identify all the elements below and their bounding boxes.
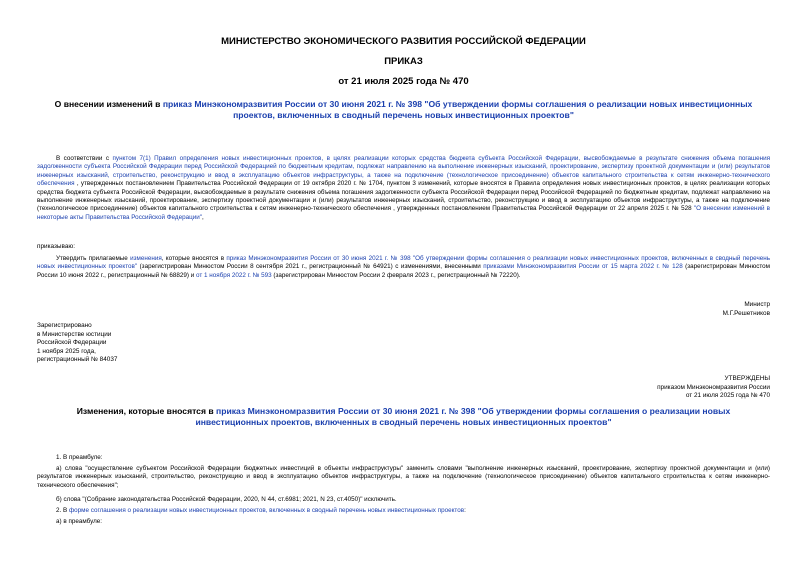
- approve-text-5: (зарегистрирован Минюстом России 2 февраля 2023 г., регистрационный № 72220).: [271, 271, 521, 279]
- changes-link[interactable]: изменения: [130, 255, 162, 262]
- signature-name: М.Г.Решетников: [722, 309, 770, 317]
- rules-link[interactable]: пунктом 7(1) Правил определения новых инвестиционных проектов, в целях реализации которых средства бюджета субъекта Российской Федерации, высвобождаемые в результате снижения объема погашения задолженности субъекта Российской Федерации перед Российской Федерацией по бюджетным кредитам, подлежат направлению на выполнение инженерных изысканий, проектирование, экспертизу проектной документации и (или) результатов инженерных изысканий, строительство, реконструкцию и ввод в эксплуатацию объектов инфраструктуры, а также на подключение (технологическое присоединение) объектов капитального строительства к сетям инженерно-технического обеспечения: [37, 155, 770, 188]
- change-item-2-prefix: 2. В: [56, 507, 69, 514]
- approve-text-4: (зарегистрирован Минюстом России 10 июня 2022 г., регистрационный № 68829) и: [37, 263, 770, 279]
- registration-line: Российской Федерации: [37, 339, 107, 347]
- approve-text-2: , которые вносятся в: [161, 255, 227, 262]
- approved-line: УТВЕРЖДЕНЫ: [724, 375, 770, 382]
- document-title: [52, 99, 755, 121]
- registration-line: 1 ноября 2025 года,: [37, 347, 96, 355]
- approved-line: приказом Минэкономразвития России: [657, 383, 770, 391]
- doc-date-number: от 21 июля 2025 года № 470: [338, 76, 469, 87]
- order-128-link[interactable]: приказами Минэкономразвития России от 15 марта 2022 г. № 128: [483, 263, 683, 271]
- preamble-text-2: , утвержденных постановлением Правительства Российской Федерации от 19 октября 2020 г. № 1704, пунктом 3 изменений, которые вносятся в Правила определения новых инвестиционных проектов, в целях реализации которых средства бюджета субъекта Российской Федерации, высвобождаемые в результате снижения объема погашения задолженности субъекта Российской Федерации перед Российской Федерацией по бюджетным кредитам, подлежат направлению на выполнение инженерных изысканий, проектирование, экспертизу проектной документации и (или) результатов инженерных изысканий, строительство, реконструкцию и ввод в эксплуатацию объектов инфраструктуры, а также на подключение (технологическое присоединение) объектов капитального строительства к сетям инженерно-технического обеспечения , утвержденных постановлением Правительства Российской Федерации от 22 апреля 2025 г. № 528: [37, 180, 770, 213]
- agreement-form-link[interactable]: форме соглашения о реализации новых инвестиционных проектов, включенных в сводный перечень новых инвестиционных проектов: [68, 507, 465, 514]
- registration-line: в Министерстве юстиции: [37, 330, 112, 338]
- registration-line: Зарегистрировано: [37, 322, 92, 329]
- order-593-link[interactable]: от 1 ноября 2022 г. № 593: [196, 271, 272, 279]
- approve-text-1: Утвердить прилагаемые: [56, 255, 131, 262]
- approved-line: от 21 июля 2025 года № 470: [685, 392, 770, 400]
- change-item-2a: а) в преамбуле:: [56, 518, 103, 525]
- approve-text-3: (зарегистрирован Минюстом России 8 сентября 2021 г., регистрационный № 64921) с изменениями, внесенными: [137, 263, 484, 271]
- preamble-text-1: В соответствии с: [56, 155, 113, 162]
- changes-title-prefix: Изменения, которые вносятся в: [76, 406, 217, 416]
- change-item-2-suffix: :: [464, 507, 466, 514]
- changes-title: [62, 406, 745, 428]
- approved-block: [657, 375, 770, 401]
- change-item-1b: б) слова "(Собрание законодательства Российской Федерации, 2020, N 44, ст.6981; 2021, N 23, ст.4050)" исключить.: [56, 496, 397, 503]
- order-word: приказываю:: [37, 243, 75, 250]
- preamble-text-3: ,: [201, 213, 204, 221]
- doc-type-heading: ПРИКАЗ: [384, 56, 423, 67]
- preamble-paragraph: [37, 155, 770, 222]
- change-item-2: [37, 507, 770, 515]
- registration-line: регистрационный № 84037: [37, 356, 118, 364]
- registration-block: [37, 322, 117, 365]
- amendments-act-link[interactable]: "О внесении изменений в некоторые акты Правительства Российской Федерации": [37, 205, 770, 221]
- ministry-heading: МИНИСТЕРСТВО ЭКОНОМИЧЕСКОГО РАЗВИТИЯ РОССИЙСКОЙ ФЕДЕРАЦИИ: [221, 36, 586, 47]
- change-item-1: 1. В преамбуле:: [56, 454, 103, 461]
- change-item-1a: а) слова "осуществление субъектом Российской Федерации бюджетных инвестиций в объекты инфраструктуры" заменить словами "выполнение инженерных изысканий, проектирование, экспертизу проектной документации и (или) результатов инженерных изысканий, строительство, реконструкцию и ввод в эксплуатацию объектов инфраструктуры, а также на подключение (технологическое присоединение) объектов капитального строительства к сетям инженерно-технического обеспечения";: [37, 465, 770, 489]
- signature-block: [723, 301, 770, 318]
- title-prefix: О внесении изменений в: [54, 99, 163, 109]
- title-order-link[interactable]: приказ Минэкономразвития России от 30 июня 2021 г. № 398 "Об утверждении формы соглашения о реализации новых инвестиционных проектов, включенных в сводный перечень новых инвестиционных проектов": [162, 99, 753, 120]
- changes-title-link[interactable]: приказ Минэкономразвития России от 30 июня 2021 г. № 398 "Об утверждении формы соглашения о реализации новых инвестиционных проектов, включенных в сводный перечень новых инвестиционных проектов": [195, 406, 731, 427]
- order-398-link[interactable]: приказ Минэкономразвития России от 30 июня 2021 г. № 398 "Об утверждении формы соглашения о реализации новых инвестиционных проектов, включенных в сводный перечень новых инвестиционных проектов": [37, 255, 770, 271]
- approve-paragraph: [37, 255, 770, 280]
- signature-position: Министр: [744, 301, 770, 308]
